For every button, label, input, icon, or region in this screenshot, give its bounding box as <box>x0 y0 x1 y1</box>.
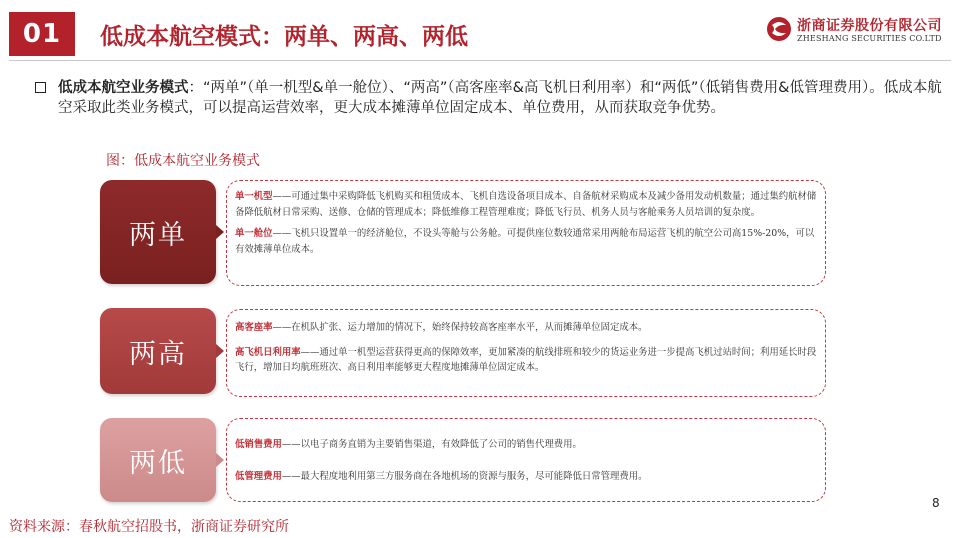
intro-body: ：“两单”（单一机型&单一舱位）、“两高”（高客座率&高飞机日利用率）和“两低”（低销售费用&低管理费用）。低成本航空采取此类业务模式，可以提高运营效率，更大成本摊薄单位固定成本、单位费用，从而获取竞争优势。 <box>58 80 942 116</box>
model-panel-two-singles <box>226 180 826 286</box>
model-item-term: 高飞机日利用率 <box>235 346 301 358</box>
model-item-term: 单一机型 <box>235 191 273 202</box>
model-item-term: 高客座率 <box>235 322 273 333</box>
logo-name-en: ZHESHANG SECURITIES CO.LTD <box>797 34 942 43</box>
logo-name-cn: 浙商证券股份有限公司 <box>797 18 942 34</box>
pointer-arrow-icon <box>216 453 224 467</box>
model-item <box>235 469 817 485</box>
model-item-term: 单一舱位 <box>235 228 273 239</box>
page-title: 低成本航空模式：两单、两高、两低 <box>100 24 468 50</box>
model-item <box>235 345 817 376</box>
intro-paragraph <box>58 78 948 118</box>
model-item-text: ——通过单一机型运营获得更高的保障效率，更加紧凑的航线排班和较少的货运业务进一步提高飞机过站时间；利用延长时段飞行，增加日均航班班次、高日利用率能够更大程度地摊薄单位固定成本。 <box>235 346 817 373</box>
page-number: 8 <box>932 496 940 510</box>
model-item-text: ——以电子商务直销为主要销售渠道，有效降低了公司的销售代理费用。 <box>281 439 582 450</box>
pointer-arrow-icon <box>216 225 224 239</box>
bullet-square-icon <box>35 82 46 93</box>
model-item-text: ——在机队扩张、运力增加的情况下，始终保持较高客座率水平，从而摊薄单位固定成本。 <box>272 322 648 333</box>
model-item-text: ——可通过集中采购降低飞机购买和租赁成本、飞机自选设备项目成本、自备航材采购成本及减少备用发动机数量；通过集约航材储备降低航材日常采购、送修、仓储的管理成本；降低维修工程管理难度；降低飞行员、机务人员与客舱乘务人员培训的复杂度。 <box>235 191 817 218</box>
model-item <box>235 320 817 336</box>
title-divider <box>9 60 951 61</box>
model-item-text: ——飞机只设置单一的经济舱位，不设头等舱与公务舱。可提供座位数较通常采用两舱布局运营飞机的航空公司高15%-20%，可以有效摊薄单位成本。 <box>235 228 815 255</box>
model-label-two-singles: 两单 <box>100 180 216 284</box>
figure-caption: 图：低成本航空业务模式 <box>106 153 260 169</box>
pointer-arrow-icon <box>216 344 224 358</box>
model-item-term: 低管理费用 <box>235 470 282 482</box>
intro-lead: 低成本航空业务模式 <box>58 80 189 96</box>
model-item-term: 低销售费用 <box>235 439 282 450</box>
source-note: 资料来源：春秋航空招股书，浙商证券研究所 <box>9 519 289 535</box>
model-item-text: ——最大程度地利用第三方服务商在各地机场的资源与服务，尽可能降低日常管理费用。 <box>281 470 648 482</box>
zheshang-logo-icon <box>766 16 792 42</box>
model-item <box>235 437 817 453</box>
model-item <box>235 226 817 257</box>
model-label-two-highs: 两高 <box>100 308 216 394</box>
model-panel-two-lows <box>226 418 826 502</box>
model-panel-two-highs <box>226 309 826 397</box>
company-logo <box>766 14 946 48</box>
model-label-two-lows: 两低 <box>100 418 216 502</box>
model-item <box>235 189 817 220</box>
section-number-badge: 01 <box>9 12 75 56</box>
